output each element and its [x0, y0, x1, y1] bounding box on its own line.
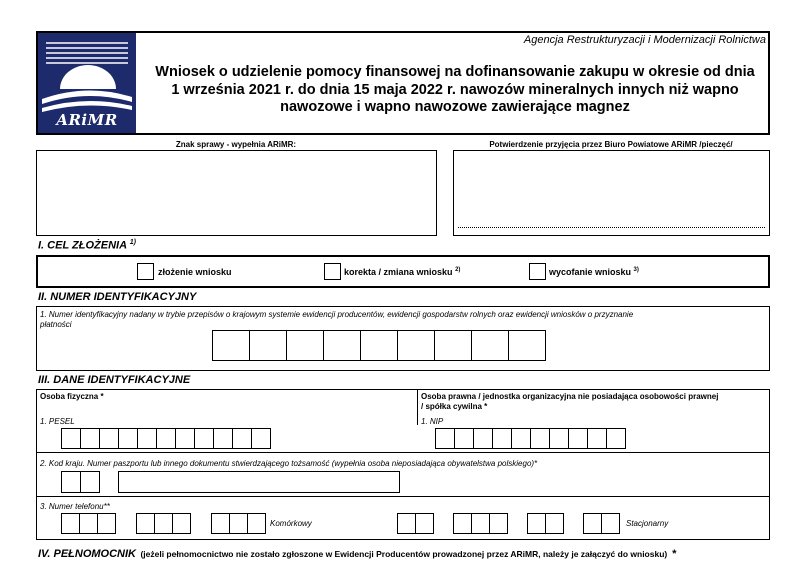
description-line: 1. Numer identyfikacyjny nadany w trybie przepisów o krajowym systemie ewidencji producentów, ewidencji gospodarstw rolnych oraz ewidencji wniosków o przyznanie [40, 310, 634, 319]
digit-cell[interactable] [137, 428, 157, 449]
country-code-cells[interactable] [62, 471, 100, 493]
id-number-description [40, 310, 765, 330]
column-divider [417, 389, 418, 425]
digit-cell[interactable] [249, 330, 287, 361]
option-label-text: złożenie wniosku [158, 267, 232, 277]
digit-cell[interactable] [397, 330, 435, 361]
digit-cell[interactable] [212, 330, 250, 361]
option-label [344, 267, 460, 277]
title-line: nawozowe i wapno nawozowe zawierające magnez [280, 99, 630, 115]
landline-cells-group[interactable] [398, 513, 434, 534]
digit-cell[interactable] [511, 428, 531, 449]
case-mark-field[interactable] [36, 150, 437, 236]
nip-label: 1. NIP [421, 417, 444, 426]
digit-cell[interactable] [471, 513, 490, 534]
title-line: Wniosek o udzielenie pomocy finansowej na dofinansowanie zakupu w okresie od dnia [155, 64, 755, 80]
landline-cells-group[interactable] [528, 513, 564, 534]
digit-cell[interactable] [61, 513, 80, 534]
country-code-label: 2. Kod kraju. Numer paszportu lub innego dokumentu stwierdzającego tożsamość (wypełnia osoba nieposiadająca obywatelstwa polskiego)* [40, 459, 538, 468]
passport-number-field[interactable] [118, 471, 400, 493]
phone-label: 3. Numer telefonu** [40, 502, 110, 511]
logo-text: ARiMR [56, 111, 118, 129]
option-footnote: 2) [455, 267, 461, 273]
form-title [140, 64, 770, 117]
letter-cell[interactable] [61, 471, 81, 493]
legal-person-line: Osoba prawna / jednostka organizacyjna nie posiadająca osobowości prawnej [421, 392, 719, 401]
section-1-footnote: 1) [129, 239, 136, 246]
digit-cell[interactable] [247, 513, 266, 534]
section-4-header [38, 544, 676, 562]
digit-cell[interactable] [453, 513, 472, 534]
digit-cell[interactable] [213, 428, 233, 449]
option-label-text: korekta / zmiana wniosku [344, 267, 453, 277]
digit-cell[interactable] [471, 330, 509, 361]
digit-cell[interactable] [545, 513, 564, 534]
mobile-cells-group[interactable] [212, 513, 266, 534]
digit-cell[interactable] [434, 330, 472, 361]
digit-cell[interactable] [601, 513, 620, 534]
digit-cell[interactable] [175, 428, 195, 449]
digit-cell[interactable] [587, 428, 607, 449]
option-label [549, 267, 639, 277]
section-2-title: II. NUMER IDENTYFIKACYJNY [38, 291, 197, 303]
section-4-asterisk: * [671, 548, 676, 560]
section-3-title: III. DANE IDENTYFIKACYJNE [38, 374, 191, 386]
digit-cell[interactable] [79, 513, 98, 534]
digit-cell[interactable] [286, 330, 324, 361]
digit-cell[interactable] [80, 428, 100, 449]
legal-person-label [421, 392, 767, 412]
digit-cell[interactable] [154, 513, 173, 534]
option-label-text: wycofanie wniosku [549, 267, 632, 277]
digit-cell[interactable] [415, 513, 434, 534]
pesel-cells[interactable] [62, 428, 271, 449]
digit-cell[interactable] [583, 513, 602, 534]
row-divider [36, 496, 770, 497]
digit-cell[interactable] [118, 428, 138, 449]
landline-label: Stacjonarny [626, 519, 669, 528]
digit-cell[interactable] [61, 428, 81, 449]
letter-cell[interactable] [80, 471, 100, 493]
mobile-label: Komórkowy [270, 519, 312, 528]
digit-cell[interactable] [194, 428, 214, 449]
checkbox-withdrawal[interactable] [529, 263, 546, 280]
digit-cell[interactable] [492, 428, 512, 449]
digit-cell[interactable] [435, 428, 455, 449]
option-footnote: 3) [633, 267, 639, 273]
pesel-label: 1. PESEL [40, 417, 75, 426]
agency-name: Agencja Restrukturyzacji i Modernizacji Rolnictwa [523, 34, 766, 46]
mobile-cells-group[interactable] [62, 513, 116, 534]
legal-person-line: / spółka cywilna * [421, 402, 488, 411]
digit-cell[interactable] [549, 428, 569, 449]
digit-cell[interactable] [530, 428, 550, 449]
digit-cell[interactable] [489, 513, 508, 534]
row-divider [36, 452, 770, 453]
digit-cell[interactable] [454, 428, 474, 449]
nip-cells[interactable] [436, 428, 626, 449]
description-line: płatności [40, 320, 72, 329]
title-line: 1 września 2021 r. do dnia 15 maja 2022 r. nawozów mineralnych innych niż wapno [171, 81, 739, 98]
digit-cell[interactable] [99, 428, 119, 449]
digit-cell[interactable] [606, 428, 626, 449]
receipt-label: Potwierdzenie przyjęcia przez Biuro Powiatowe ARiMR /pieczęć/ [489, 140, 733, 149]
digit-cell[interactable] [323, 330, 361, 361]
option-label [158, 267, 232, 277]
digit-cell[interactable] [232, 428, 252, 449]
natural-person-label: Osoba fizyczna * [40, 392, 104, 401]
digit-cell[interactable] [97, 513, 116, 534]
digit-cell[interactable] [360, 330, 398, 361]
id-number-cells[interactable] [213, 330, 546, 361]
stamp-line [458, 227, 765, 228]
mobile-cells-group[interactable] [137, 513, 191, 534]
digit-cell[interactable] [211, 513, 230, 534]
digit-cell[interactable] [229, 513, 248, 534]
arimr-logo [38, 33, 136, 133]
digit-cell[interactable] [527, 513, 546, 534]
case-mark-label: Znak sprawy - wypełnia ARiMR: [175, 140, 297, 149]
digit-cell[interactable] [473, 428, 493, 449]
digit-cell[interactable] [568, 428, 588, 449]
digit-cell[interactable] [397, 513, 416, 534]
checkbox-correction[interactable] [324, 263, 341, 280]
section-1-title-text: I. CEL ZŁOŻENIA [38, 239, 127, 252]
section-4-title: IV. PEŁNOMOCNIK [38, 548, 136, 560]
digit-cell[interactable] [172, 513, 191, 534]
landline-cells-group[interactable] [454, 513, 508, 534]
section-4-note: (jeżeli pełnomocnictwo nie zostało zgłoszone w Ewidencji Producentów prowadzonej przez ARiMR, należy je załączyć do wniosku) [140, 549, 668, 559]
digit-cell[interactable] [136, 513, 155, 534]
receipt-stamp-field[interactable] [453, 150, 770, 236]
checkbox-submission[interactable] [137, 263, 154, 280]
digit-cell[interactable] [156, 428, 176, 449]
digit-cell[interactable] [251, 428, 271, 449]
landline-cells-group[interactable] [584, 513, 620, 534]
digit-cell[interactable] [508, 330, 546, 361]
section-1-title [38, 239, 136, 252]
